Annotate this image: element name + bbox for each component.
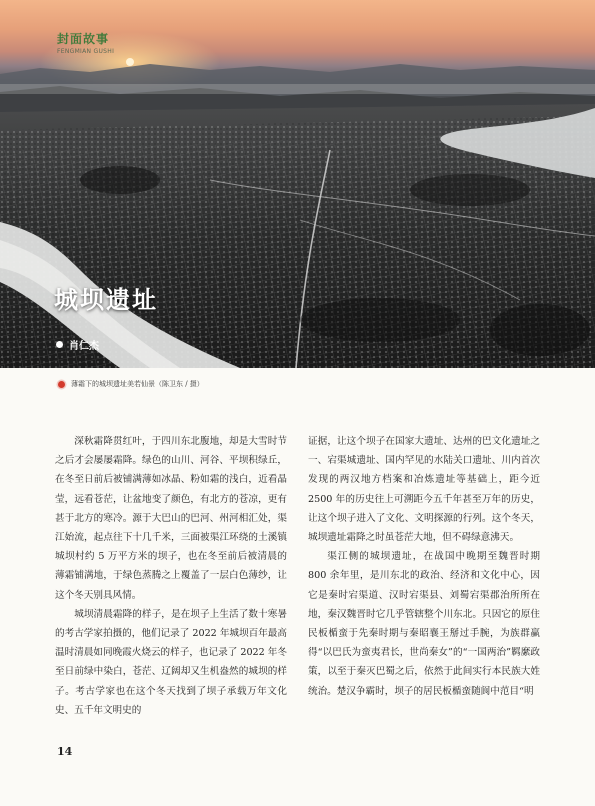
page-number: 14 [57, 745, 73, 758]
sun [126, 58, 134, 66]
author-name: 肖仁杰 [69, 341, 99, 352]
caption-bullet-icon [58, 381, 65, 388]
body-paragraph: 渠江侧的城坝遗址，在战国中晚期至魏晋时期 800 余年里，是川东北的政治、经济和文化中心，因它是秦时宕渠道、汉时宕渠县、刘蜀宕渠郡治所所在地，秦汉魏晋时它几乎管辖整个川东北。只因它的原住民板楯蛮于先秦时期与秦昭襄王掰过手腕，为族群赢得“以巴氏为蛮夷君长，世尚秦女”的“一国两治”羁縻政策，以至于秦灭巴蜀之后，依然于此间实行本民族大姓统治。楚汉争霸时，坝子的居民板楯蛮随阆中范目“明 [308, 551, 540, 697]
series-tag [57, 30, 114, 55]
body-paragraph: 城坝清晨霜降的样子，是在坝子上生活了数十寒暑的考古学家拍摄的，他们记录了 2022 年城坝百年最高温时清晨如同晚霞火烧云的样子，也记录了 2022 年冬至日前绿中染白，苍茫、辽阔却又生机盎然的城坝的样子。考古学家也在这个冬天找到了坝子承载万年文化史、五千年文明史的 [55, 608, 287, 716]
byline [56, 337, 99, 352]
body-paragraph-continued: 证据，让这个坝子在国家大遗址、达州的巴文化遗址之一、宕渠城遗址、国内罕见的水陆关口遗址、川内首次发现的两汉地方档案和冶炼遗址等基础上，距今近 2500 年的历史往上可溯距今五千年甚至万年的历史，让这个坝子进入了文化、文明探源的行列。这个冬天，城坝遗址霜降之时虽苍茫大地，但不碍绿意沸天。 [308, 436, 540, 544]
bullet-icon [56, 341, 63, 348]
cover-photo [0, 0, 595, 368]
article-title: 城坝遗址 [54, 286, 158, 314]
body-column-left [55, 432, 287, 720]
body-paragraph: 深秋霜降贯红叶，于四川东北腹地，却是大雪时节之后才会屡屡霜降。绿色的山川、河谷、平坝积绿丘，在冬至日前后被铺满薄如冰晶、粉如霜的浅白，近看晶莹，远看苍茫，让盆地变了颜色，有北方的苍凉，更有甚于北方的寒冷。源于大巴山的巴河、州河相汇处，渠江始流，起点往下十几千米，三面被渠江环绕的土溪镇城坝村约 5 万平方米的坝子，也在冬至前后被清晨的薄霜铺满地，于绿色蒸腾之上覆盖了一层白色薄纱，让这个冬天别具风情。 [55, 436, 287, 601]
series-subtitle: FENGMIAN GUSHI [57, 48, 115, 55]
photo-caption [58, 379, 204, 389]
caption-text: 薄霜下的城坝遗址美若仙景（陈卫东 / 摄） [71, 380, 204, 388]
series-title: 封面故事 [57, 32, 110, 46]
body-column-right [308, 432, 540, 701]
